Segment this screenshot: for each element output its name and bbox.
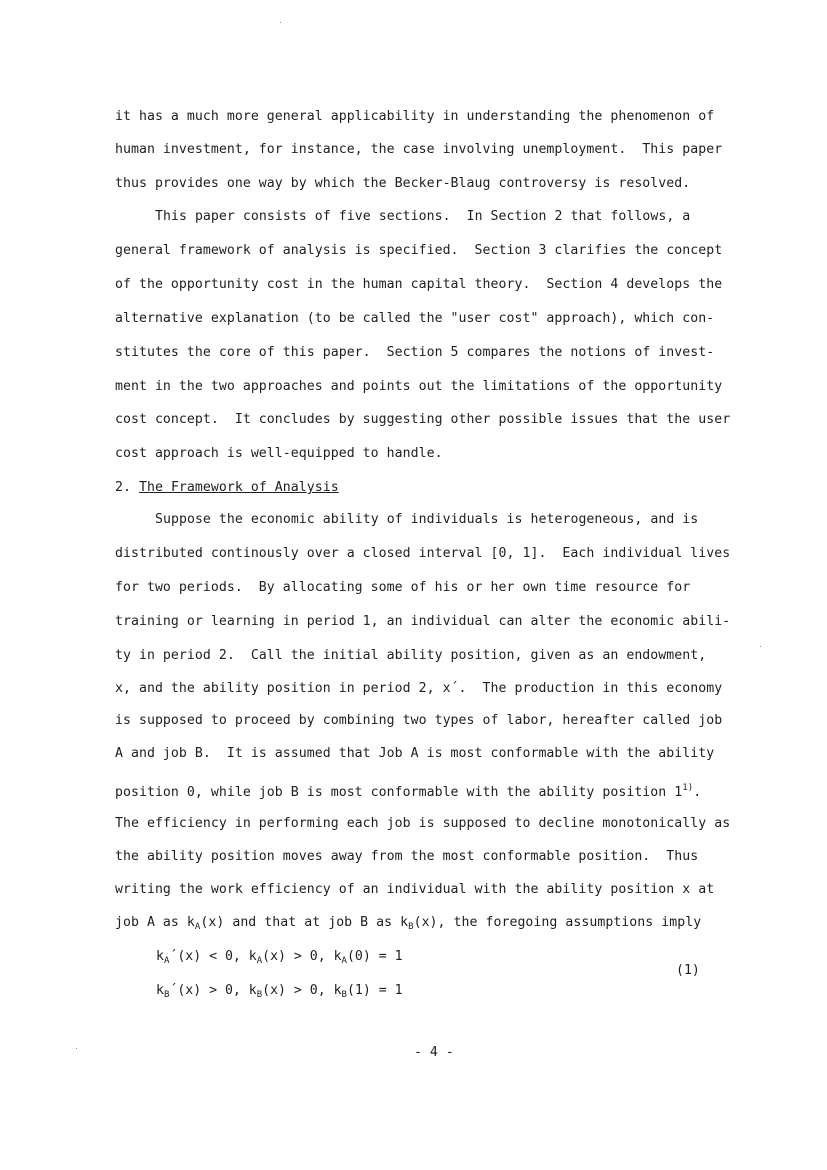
text-line: thus provides one way by which the Becker-Blaug controversy is resolved. (115, 176, 691, 191)
text-line: training or learning in period 1, an individual can alter the economic abili- (115, 614, 731, 629)
text-line: x, and the ability position in period 2, x´. The production in this economy (115, 681, 723, 696)
text-line (115, 779, 701, 802)
text-line: A and job B. It is assumed that Job A is most conformable with the ability (115, 746, 715, 761)
eq-text: ´(x) < 0, k (169, 949, 257, 964)
eq-text: ´(x) > 0, k (169, 983, 257, 998)
text-line: alternative explanation (to be called the "user cost" approach), which con- (115, 311, 715, 326)
equation-line (156, 948, 403, 970)
text-line: writing the work efficiency of an individual with the ability position x at (115, 882, 715, 897)
subscript: A (163, 956, 170, 966)
page-number: - 4 - (414, 1045, 454, 1060)
eq-text: k (156, 949, 164, 964)
subscript: A (256, 956, 263, 966)
subscript: B (163, 990, 170, 1000)
text-fragment: . (693, 785, 702, 800)
text-line: the ability position moves away from the most conformable position. Thus (115, 849, 699, 864)
equation-line (156, 982, 403, 1004)
section-heading (115, 479, 339, 497)
text-line: ment in the two approaches and points out the limitations of the opportunity (115, 379, 723, 394)
text-line: ty in period 2. Call the initial ability position, given as an endowment, (115, 648, 707, 663)
subscript: A (194, 922, 201, 932)
footnote-mark: 1) (682, 783, 694, 793)
scan-speck (760, 646, 761, 647)
subscript: B (408, 922, 414, 932)
eq-text: (x) > 0, k (262, 949, 342, 964)
text-line: of the opportunity cost in the human capital theory. Section 4 develops the (115, 277, 723, 292)
eq-text: (0) = 1 (346, 949, 403, 964)
text-fragment: (x) and that at job B as k (200, 915, 409, 930)
eq-text: (x) > 0, k (262, 983, 342, 998)
text-line (115, 914, 701, 936)
equation-number: (1) (676, 963, 700, 978)
text-line: Suppose the economic ability of individuals is heterogeneous, and is (155, 512, 699, 527)
subscript: A (341, 956, 347, 966)
section-number: 2. (115, 480, 131, 495)
text-line: cost approach is well-equipped to handle. (115, 446, 443, 461)
text-line: This paper consists of five sections. In Section 2 that follows, a (155, 209, 691, 224)
text-line: is supposed to proceed by combining two types of labor, hereafter called job (115, 713, 723, 728)
text-line: for two periods. By allocating some of his or her own time resource for (115, 580, 691, 595)
text-line: distributed continously over a closed interval [0, 1]. Each individual lives (115, 546, 731, 561)
text-line: general framework of analysis is specified. Section 3 clarifies the concept (115, 243, 723, 258)
text-line: The efficiency in performing each job is supposed to decline monotonically as (115, 816, 731, 831)
eq-text: k (156, 983, 164, 998)
scan-speck (280, 22, 281, 23)
section-title: The Framework of Analysis (138, 480, 339, 495)
text-fragment: position 0, while job B is most conformable with the ability position 1 (115, 785, 683, 800)
text-fragment: job A as k (115, 915, 195, 930)
scan-speck (76, 1048, 77, 1049)
subscript: B (256, 990, 263, 1000)
text-fragment: (x), the foregoing assumptions imply (413, 915, 702, 930)
eq-text: (1) = 1 (346, 983, 403, 998)
subscript: B (341, 990, 347, 1000)
text-line: stitutes the core of this paper. Section 5 compares the notions of invest- (115, 345, 715, 360)
text-line: human investment, for instance, the case involving unemployment. This paper (115, 142, 723, 157)
text-line: cost concept. It concludes by suggesting other possible issues that the user (115, 412, 731, 427)
text-line: it has a much more general applicability in understanding the phenomenon of (115, 109, 715, 124)
